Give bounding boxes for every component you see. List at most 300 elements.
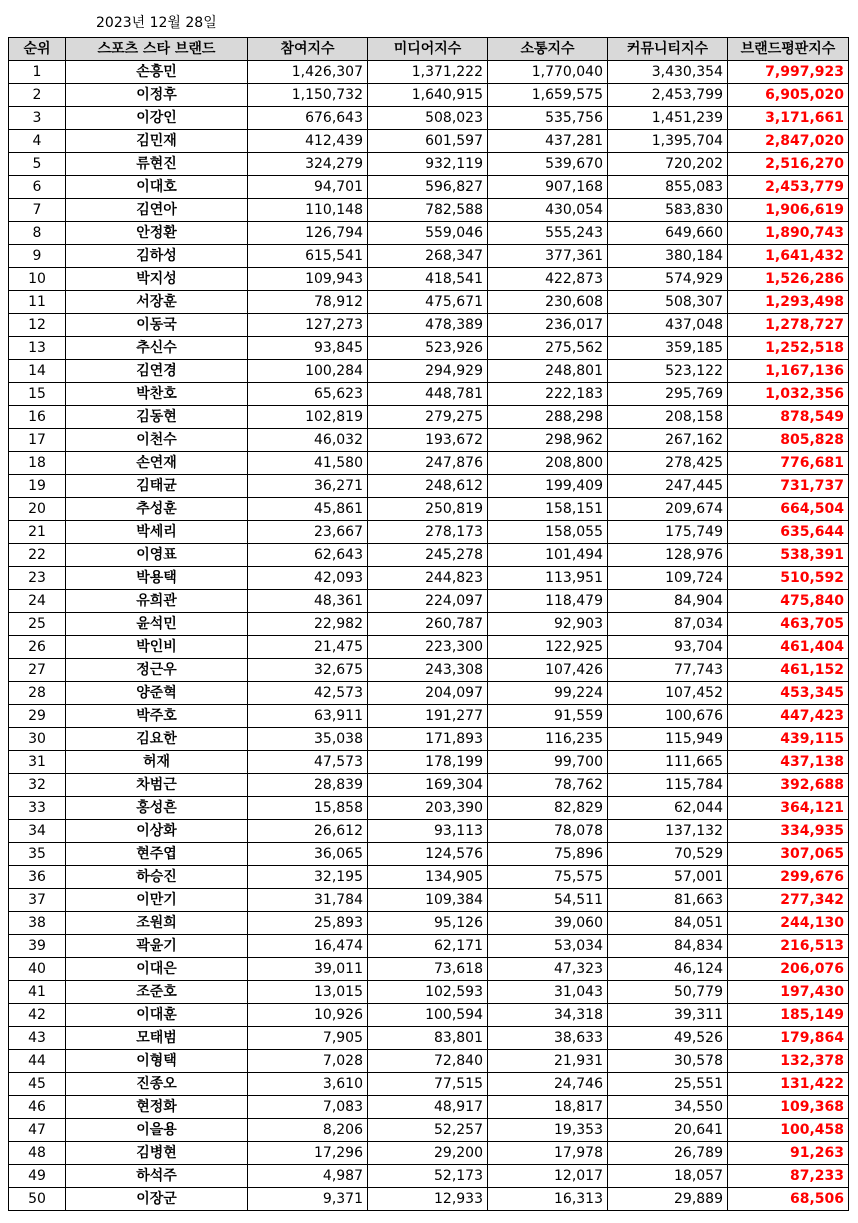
brand-name-cell: 추신수 — [66, 337, 248, 360]
media-cell: 244,823 — [368, 567, 488, 590]
brand-reputation-cell: 776,681 — [728, 452, 849, 475]
communication-cell: 16,313 — [488, 1188, 608, 1211]
brand-name-cell: 박인비 — [66, 636, 248, 659]
media-cell: 248,612 — [368, 475, 488, 498]
community-cell: 25,551 — [608, 1073, 728, 1096]
communication-cell: 78,762 — [488, 774, 608, 797]
participation-cell: 93,845 — [248, 337, 368, 360]
media-cell: 171,893 — [368, 728, 488, 751]
community-cell: 3,430,354 — [608, 61, 728, 84]
community-cell: 247,445 — [608, 475, 728, 498]
brand-name-cell: 이상화 — [66, 820, 248, 843]
brand-reputation-cell: 475,840 — [728, 590, 849, 613]
participation-cell: 63,911 — [248, 705, 368, 728]
rank-cell: 10 — [9, 268, 66, 291]
table-row — [9, 705, 849, 728]
brand-name-cell: 김동현 — [66, 406, 248, 429]
brand-name-cell: 곽윤기 — [66, 935, 248, 958]
community-cell: 109,724 — [608, 567, 728, 590]
community-cell: 107,452 — [608, 682, 728, 705]
participation-cell: 46,032 — [248, 429, 368, 452]
media-cell: 93,113 — [368, 820, 488, 843]
participation-cell: 31,784 — [248, 889, 368, 912]
table-row — [9, 406, 849, 429]
table-row — [9, 544, 849, 567]
community-cell: 175,749 — [608, 521, 728, 544]
brand-name-cell: 손연재 — [66, 452, 248, 475]
rank-cell: 7 — [9, 199, 66, 222]
participation-cell: 615,541 — [248, 245, 368, 268]
table-row — [9, 245, 849, 268]
table-row — [9, 84, 849, 107]
participation-cell: 48,361 — [248, 590, 368, 613]
media-cell: 224,097 — [368, 590, 488, 613]
media-cell: 191,277 — [368, 705, 488, 728]
table-row — [9, 498, 849, 521]
table-row — [9, 889, 849, 912]
community-cell: 70,529 — [608, 843, 728, 866]
rank-cell: 41 — [9, 981, 66, 1004]
rank-cell: 6 — [9, 176, 66, 199]
brand-name-cell: 이천수 — [66, 429, 248, 452]
participation-cell: 45,861 — [248, 498, 368, 521]
brand-reputation-cell: 185,149 — [728, 1004, 849, 1027]
brand-reputation-cell: 392,688 — [728, 774, 849, 797]
community-cell: 583,830 — [608, 199, 728, 222]
participation-cell: 3,610 — [248, 1073, 368, 1096]
rank-cell: 8 — [9, 222, 66, 245]
rank-cell: 45 — [9, 1073, 66, 1096]
community-cell: 359,185 — [608, 337, 728, 360]
brand-name-cell: 서장훈 — [66, 291, 248, 314]
media-cell: 100,594 — [368, 1004, 488, 1027]
communication-cell: 298,962 — [488, 429, 608, 452]
participation-cell: 15,858 — [248, 797, 368, 820]
rank-cell: 43 — [9, 1027, 66, 1050]
table-row — [9, 199, 849, 222]
brand-name-cell: 이을용 — [66, 1119, 248, 1142]
table-row — [9, 337, 849, 360]
communication-cell: 122,925 — [488, 636, 608, 659]
media-cell: 223,300 — [368, 636, 488, 659]
rank-cell: 1 — [9, 61, 66, 84]
brand-reputation-cell: 437,138 — [728, 751, 849, 774]
brand-reputation-cell: 447,423 — [728, 705, 849, 728]
brand-name-cell: 하석주 — [66, 1165, 248, 1188]
table-row — [9, 107, 849, 130]
table-row — [9, 429, 849, 452]
media-cell: 1,371,222 — [368, 61, 488, 84]
brand-reputation-cell: 131,422 — [728, 1073, 849, 1096]
rank-cell: 3 — [9, 107, 66, 130]
participation-cell: 62,643 — [248, 544, 368, 567]
community-cell: 84,834 — [608, 935, 728, 958]
community-cell: 30,578 — [608, 1050, 728, 1073]
header-community: 커뮤니티지수 — [608, 38, 728, 61]
media-cell: 102,593 — [368, 981, 488, 1004]
rank-cell: 39 — [9, 935, 66, 958]
media-cell: 268,347 — [368, 245, 488, 268]
communication-cell: 535,756 — [488, 107, 608, 130]
brand-name-cell: 김연경 — [66, 360, 248, 383]
communication-cell: 199,409 — [488, 475, 608, 498]
brand-name-cell: 김병현 — [66, 1142, 248, 1165]
communication-cell: 118,479 — [488, 590, 608, 613]
rank-cell: 9 — [9, 245, 66, 268]
communication-cell: 288,298 — [488, 406, 608, 429]
communication-cell: 1,770,040 — [488, 61, 608, 84]
brand-reputation-cell: 1,032,356 — [728, 383, 849, 406]
table-row — [9, 383, 849, 406]
rank-cell: 5 — [9, 153, 66, 176]
table-row — [9, 521, 849, 544]
community-cell: 574,929 — [608, 268, 728, 291]
rank-cell: 24 — [9, 590, 66, 613]
media-cell: 203,390 — [368, 797, 488, 820]
table-row — [9, 1073, 849, 1096]
communication-cell: 236,017 — [488, 314, 608, 337]
brand-reputation-cell: 2,453,779 — [728, 176, 849, 199]
table-row — [9, 153, 849, 176]
media-cell: 109,384 — [368, 889, 488, 912]
rank-cell: 14 — [9, 360, 66, 383]
media-cell: 72,840 — [368, 1050, 488, 1073]
rank-cell: 22 — [9, 544, 66, 567]
brand-reputation-cell: 635,644 — [728, 521, 849, 544]
header-communication: 소통지수 — [488, 38, 608, 61]
communication-cell: 158,151 — [488, 498, 608, 521]
rank-cell: 33 — [9, 797, 66, 820]
rank-cell: 23 — [9, 567, 66, 590]
brand-reputation-cell: 364,121 — [728, 797, 849, 820]
brand-name-cell: 이강인 — [66, 107, 248, 130]
table-row — [9, 981, 849, 1004]
media-cell: 73,618 — [368, 958, 488, 981]
table-row — [9, 774, 849, 797]
community-cell: 295,769 — [608, 383, 728, 406]
communication-cell: 82,829 — [488, 797, 608, 820]
community-cell: 111,665 — [608, 751, 728, 774]
rank-cell: 40 — [9, 958, 66, 981]
brand-reputation-cell: 538,391 — [728, 544, 849, 567]
brand-reputation-cell: 664,504 — [728, 498, 849, 521]
table-row — [9, 1142, 849, 1165]
brand-name-cell: 이동국 — [66, 314, 248, 337]
participation-cell: 412,439 — [248, 130, 368, 153]
brand-reputation-cell: 461,404 — [728, 636, 849, 659]
brand-name-cell: 이형택 — [66, 1050, 248, 1073]
header-rank: 순위 — [9, 38, 66, 61]
brand-name-cell: 조준호 — [66, 981, 248, 1004]
brand-name-cell: 이만기 — [66, 889, 248, 912]
participation-cell: 10,926 — [248, 1004, 368, 1027]
media-cell: 508,023 — [368, 107, 488, 130]
table-row — [9, 659, 849, 682]
brand-name-cell: 이대은 — [66, 958, 248, 981]
table-row — [9, 866, 849, 889]
brand-name-cell: 안정환 — [66, 222, 248, 245]
community-cell: 267,162 — [608, 429, 728, 452]
communication-cell: 422,873 — [488, 268, 608, 291]
media-cell: 169,304 — [368, 774, 488, 797]
participation-cell: 28,839 — [248, 774, 368, 797]
communication-cell: 53,034 — [488, 935, 608, 958]
community-cell: 18,057 — [608, 1165, 728, 1188]
communication-cell: 47,323 — [488, 958, 608, 981]
brand-reputation-cell: 1,252,518 — [728, 337, 849, 360]
brand-name-cell: 박용택 — [66, 567, 248, 590]
media-cell: 134,905 — [368, 866, 488, 889]
communication-cell: 17,978 — [488, 1142, 608, 1165]
communication-cell: 24,746 — [488, 1073, 608, 1096]
rank-cell: 13 — [9, 337, 66, 360]
communication-cell: 39,060 — [488, 912, 608, 935]
participation-cell: 1,426,307 — [248, 61, 368, 84]
brand-reputation-cell: 439,115 — [728, 728, 849, 751]
brand-name-cell: 류현진 — [66, 153, 248, 176]
rank-cell: 48 — [9, 1142, 66, 1165]
media-cell: 52,257 — [368, 1119, 488, 1142]
communication-cell: 1,659,575 — [488, 84, 608, 107]
participation-cell: 324,279 — [248, 153, 368, 176]
table-row — [9, 1119, 849, 1142]
community-cell: 26,789 — [608, 1142, 728, 1165]
media-cell: 178,199 — [368, 751, 488, 774]
community-cell: 208,158 — [608, 406, 728, 429]
brand-name-cell: 유희관 — [66, 590, 248, 613]
brand-name-cell: 허재 — [66, 751, 248, 774]
rank-cell: 44 — [9, 1050, 66, 1073]
brand-reputation-cell: 100,458 — [728, 1119, 849, 1142]
brand-reputation-cell: 91,263 — [728, 1142, 849, 1165]
media-cell: 1,640,915 — [368, 84, 488, 107]
communication-cell: 907,168 — [488, 176, 608, 199]
media-cell: 418,541 — [368, 268, 488, 291]
participation-cell: 41,580 — [248, 452, 368, 475]
brand-reputation-cell: 2,847,020 — [728, 130, 849, 153]
brand-name-cell: 현정화 — [66, 1096, 248, 1119]
participation-cell: 8,206 — [248, 1119, 368, 1142]
participation-cell: 25,893 — [248, 912, 368, 935]
community-cell: 720,202 — [608, 153, 728, 176]
communication-cell: 92,903 — [488, 613, 608, 636]
table-row — [9, 452, 849, 475]
communication-cell: 101,494 — [488, 544, 608, 567]
table-row — [9, 268, 849, 291]
brand-reputation-cell: 216,513 — [728, 935, 849, 958]
media-cell: 204,097 — [368, 682, 488, 705]
brand-name-cell: 박지성 — [66, 268, 248, 291]
participation-cell: 102,819 — [248, 406, 368, 429]
community-cell: 84,904 — [608, 590, 728, 613]
header-row — [9, 38, 849, 61]
brand-reputation-cell: 2,516,270 — [728, 153, 849, 176]
brand-reputation-cell: 1,167,136 — [728, 360, 849, 383]
table-row — [9, 291, 849, 314]
brand-name-cell: 하승진 — [66, 866, 248, 889]
brand-reputation-cell: 1,906,619 — [728, 199, 849, 222]
community-cell: 2,453,799 — [608, 84, 728, 107]
rank-cell: 31 — [9, 751, 66, 774]
media-cell: 77,515 — [368, 1073, 488, 1096]
participation-cell: 39,011 — [248, 958, 368, 981]
brand-reputation-cell: 1,526,286 — [728, 268, 849, 291]
community-cell: 81,663 — [608, 889, 728, 912]
communication-cell: 21,931 — [488, 1050, 608, 1073]
brand-name-cell: 이정후 — [66, 84, 248, 107]
communication-cell: 430,054 — [488, 199, 608, 222]
rank-cell: 4 — [9, 130, 66, 153]
rank-cell: 36 — [9, 866, 66, 889]
participation-cell: 23,667 — [248, 521, 368, 544]
brand-reputation-cell: 277,342 — [728, 889, 849, 912]
brand-reputation-cell: 179,864 — [728, 1027, 849, 1050]
participation-cell: 35,038 — [248, 728, 368, 751]
brand-name-cell: 윤석민 — [66, 613, 248, 636]
brand-name-cell: 이영표 — [66, 544, 248, 567]
community-cell: 1,395,704 — [608, 130, 728, 153]
header-participation: 참여지수 — [248, 38, 368, 61]
media-cell: 124,576 — [368, 843, 488, 866]
brand-name-cell: 김연아 — [66, 199, 248, 222]
table-row — [9, 797, 849, 820]
brand-reputation-cell: 68,506 — [728, 1188, 849, 1211]
participation-cell: 7,905 — [248, 1027, 368, 1050]
communication-cell: 91,559 — [488, 705, 608, 728]
media-cell: 559,046 — [368, 222, 488, 245]
brand-name-cell: 차범근 — [66, 774, 248, 797]
table-row — [9, 475, 849, 498]
community-cell: 1,451,239 — [608, 107, 728, 130]
brand-reputation-cell: 87,233 — [728, 1165, 849, 1188]
rank-cell: 37 — [9, 889, 66, 912]
participation-cell: 47,573 — [248, 751, 368, 774]
participation-cell: 16,474 — [248, 935, 368, 958]
communication-cell: 75,575 — [488, 866, 608, 889]
brand-name-cell: 현주엽 — [66, 843, 248, 866]
brand-reputation-cell: 299,676 — [728, 866, 849, 889]
communication-cell: 99,700 — [488, 751, 608, 774]
table-row — [9, 751, 849, 774]
participation-cell: 110,148 — [248, 199, 368, 222]
media-cell: 247,876 — [368, 452, 488, 475]
table-row — [9, 567, 849, 590]
participation-cell: 32,675 — [248, 659, 368, 682]
brand-reputation-cell: 197,430 — [728, 981, 849, 1004]
table-row — [9, 1004, 849, 1027]
communication-cell: 275,562 — [488, 337, 608, 360]
table-row — [9, 682, 849, 705]
participation-cell: 100,284 — [248, 360, 368, 383]
community-cell: 20,641 — [608, 1119, 728, 1142]
brand-name-cell: 김요한 — [66, 728, 248, 751]
brand-reputation-cell: 731,737 — [728, 475, 849, 498]
brand-name-cell: 김하성 — [66, 245, 248, 268]
community-cell: 380,184 — [608, 245, 728, 268]
community-cell: 49,526 — [608, 1027, 728, 1050]
media-cell: 193,672 — [368, 429, 488, 452]
communication-cell: 99,224 — [488, 682, 608, 705]
rank-cell: 15 — [9, 383, 66, 406]
media-cell: 523,926 — [368, 337, 488, 360]
rank-cell: 20 — [9, 498, 66, 521]
brand-name-cell: 모태범 — [66, 1027, 248, 1050]
communication-cell: 208,800 — [488, 452, 608, 475]
participation-cell: 36,271 — [248, 475, 368, 498]
communication-cell: 158,055 — [488, 521, 608, 544]
community-cell: 649,660 — [608, 222, 728, 245]
participation-cell: 109,943 — [248, 268, 368, 291]
table-row — [9, 590, 849, 613]
communication-cell: 107,426 — [488, 659, 608, 682]
brand-name-cell: 이장군 — [66, 1188, 248, 1211]
table-row — [9, 1188, 849, 1211]
table-row — [9, 314, 849, 337]
table-row — [9, 176, 849, 199]
media-cell: 52,173 — [368, 1165, 488, 1188]
media-cell: 601,597 — [368, 130, 488, 153]
rank-cell: 21 — [9, 521, 66, 544]
communication-cell: 539,670 — [488, 153, 608, 176]
brand-name-cell: 박찬호 — [66, 383, 248, 406]
community-cell: 209,674 — [608, 498, 728, 521]
community-cell: 508,307 — [608, 291, 728, 314]
community-cell: 437,048 — [608, 314, 728, 337]
community-cell: 855,083 — [608, 176, 728, 199]
brand-reputation-cell: 461,152 — [728, 659, 849, 682]
communication-cell: 12,017 — [488, 1165, 608, 1188]
brand-name-cell: 이대훈 — [66, 1004, 248, 1027]
participation-cell: 42,573 — [248, 682, 368, 705]
rank-cell: 34 — [9, 820, 66, 843]
rank-cell: 29 — [9, 705, 66, 728]
media-cell: 596,827 — [368, 176, 488, 199]
communication-cell: 222,183 — [488, 383, 608, 406]
table-row — [9, 843, 849, 866]
brand-reputation-cell: 307,065 — [728, 843, 849, 866]
participation-cell: 94,701 — [248, 176, 368, 199]
participation-cell: 4,987 — [248, 1165, 368, 1188]
communication-cell: 18,817 — [488, 1096, 608, 1119]
rank-cell: 11 — [9, 291, 66, 314]
community-cell: 62,044 — [608, 797, 728, 820]
media-cell: 278,173 — [368, 521, 488, 544]
report-date: 2023년 12월 28일 — [96, 15, 217, 31]
rank-cell: 46 — [9, 1096, 66, 1119]
brand-reputation-cell: 7,997,923 — [728, 61, 849, 84]
participation-cell: 9,371 — [248, 1188, 368, 1211]
brand-reputation-cell: 805,828 — [728, 429, 849, 452]
brand-reputation-cell: 510,592 — [728, 567, 849, 590]
communication-cell: 555,243 — [488, 222, 608, 245]
table-row — [9, 1050, 849, 1073]
community-cell: 57,001 — [608, 866, 728, 889]
header-media: 미디어지수 — [368, 38, 488, 61]
media-cell: 279,275 — [368, 406, 488, 429]
rank-cell: 50 — [9, 1188, 66, 1211]
media-cell: 245,278 — [368, 544, 488, 567]
table-row — [9, 61, 849, 84]
header-brand-reputation: 브랜드평판지수 — [728, 38, 849, 61]
brand-name-cell: 양준혁 — [66, 682, 248, 705]
rank-cell: 12 — [9, 314, 66, 337]
media-cell: 243,308 — [368, 659, 488, 682]
rank-cell: 38 — [9, 912, 66, 935]
community-cell: 137,132 — [608, 820, 728, 843]
community-cell: 128,976 — [608, 544, 728, 567]
participation-cell: 17,296 — [248, 1142, 368, 1165]
brand-reputation-cell: 109,368 — [728, 1096, 849, 1119]
